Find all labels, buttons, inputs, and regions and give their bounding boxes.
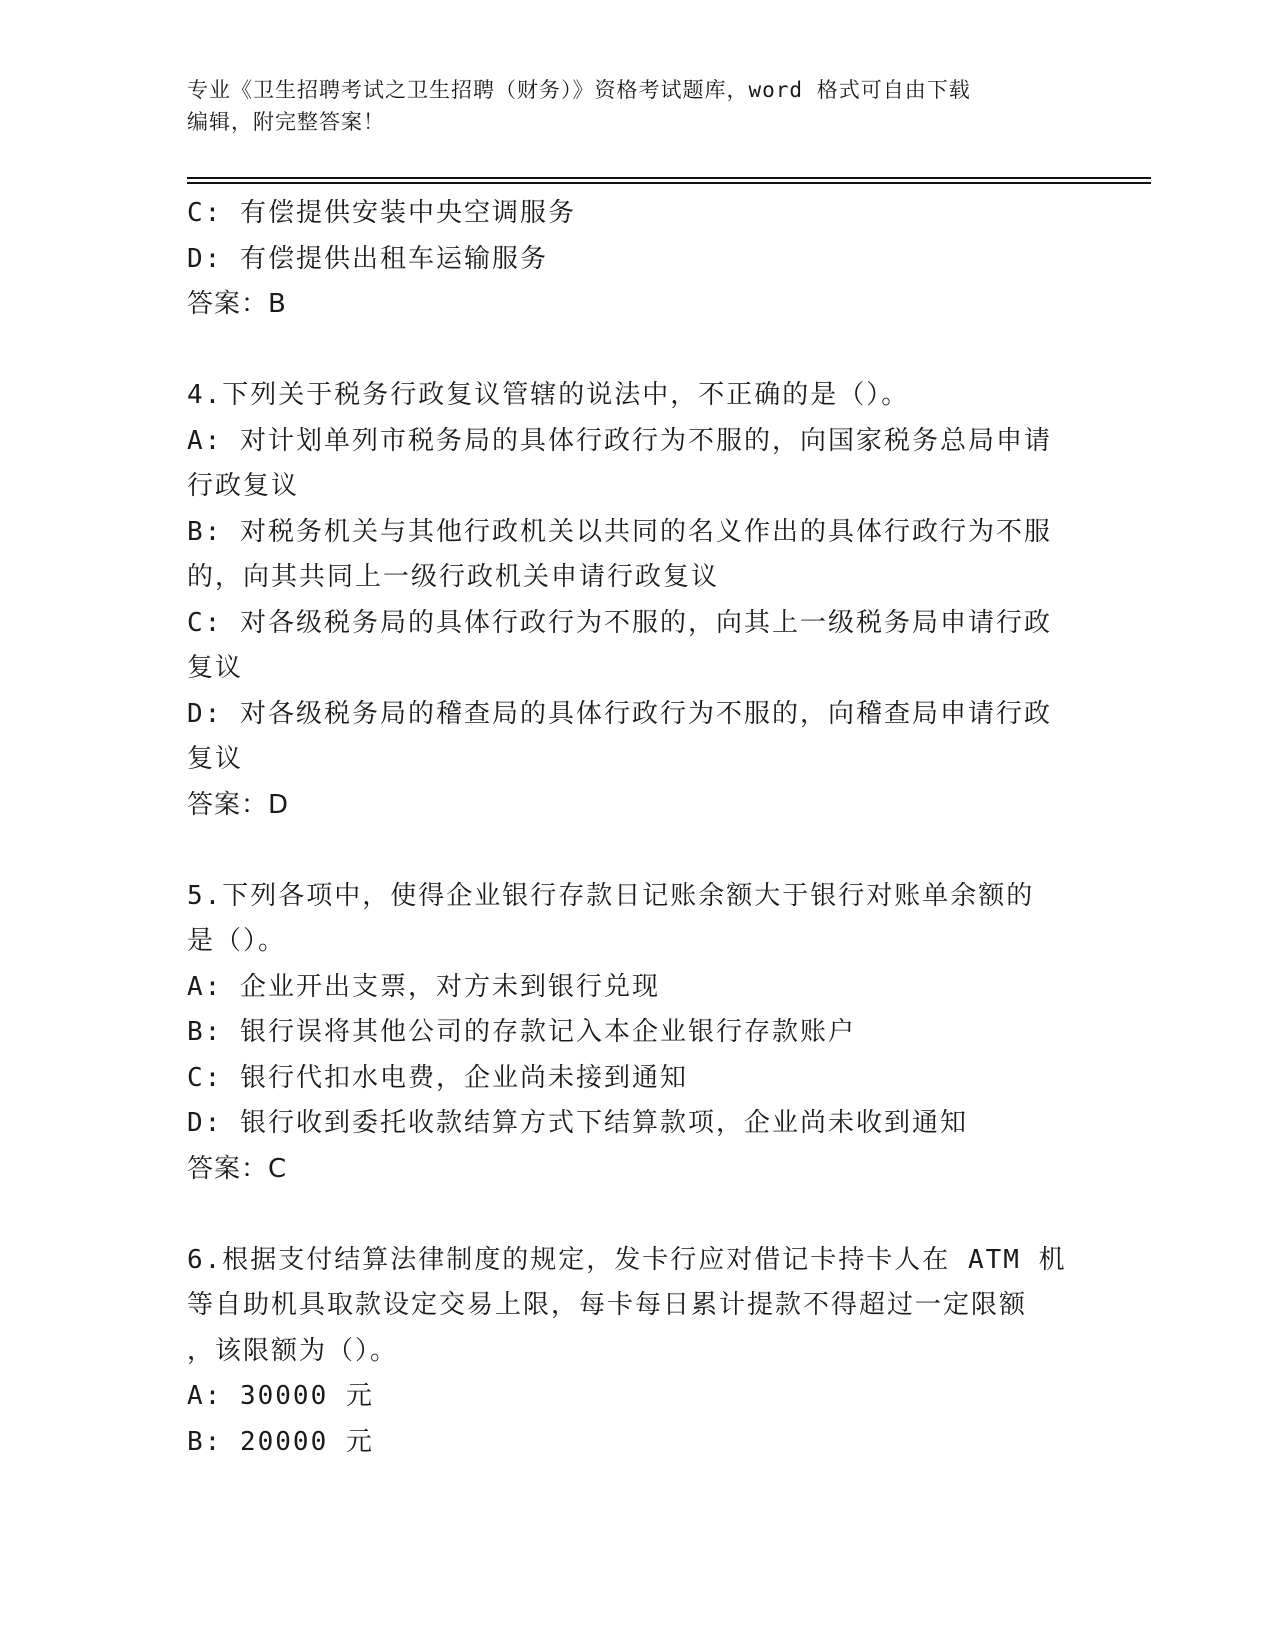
q6-stem-line-2: 等自助机具取款设定交易上限，每卡每日累计提款不得超过一定限额 — [187, 1290, 1028, 1320]
q4-option-b-line-2: 的，向其共同上一级行政机关申请行政复议 — [187, 562, 720, 592]
q4-option-c-line-2: 复议 — [187, 653, 244, 683]
question-4 — [187, 373, 1087, 828]
q3-answer: 答案：B — [187, 289, 287, 319]
question-list — [187, 191, 1087, 1465]
q6-option-b: B: 20000 元 — [187, 1426, 374, 1457]
q3-option-c: C: 有偿提供安装中央空调服务 — [187, 198, 576, 228]
question-6 — [187, 1238, 1087, 1466]
q5-option-a: A: 企业开出支票，对方未到银行兑现 — [187, 971, 660, 1002]
q4-option-b-line-1: B: 对税务机关与其他行政机关以共同的名义作出的具体行政行为不服 — [187, 516, 1052, 547]
question-5 — [187, 874, 1087, 1193]
q3-option-d: D: 有偿提供出租车运输服务 — [187, 243, 548, 274]
header-divider-top — [187, 177, 1151, 179]
q6-stem-line-3: ，该限额为（）。 — [187, 1335, 399, 1366]
q4-option-a-line-2: 行政复议 — [187, 471, 300, 501]
q5-option-c: C: 银行代扣水电费，企业尚未接到通知 — [187, 1062, 688, 1093]
q5-answer: 答案：C — [187, 1153, 288, 1184]
q5-option-d: D: 银行收到委托收款结算方式下结算款项，企业尚未收到通知 — [187, 1108, 968, 1138]
q5-option-b: B: 银行误将其他公司的存款记入本企业银行存款账户 — [187, 1017, 856, 1047]
spacer — [187, 828, 1087, 874]
q4-option-a-line-1: A: 对计划单列市税务局的具体行政行为不服的，向国家税务总局申请 — [187, 425, 1052, 456]
header-line-2: 编辑，附完整答案！ — [187, 110, 385, 134]
q6-stem-line-1: 6.根据支付结算法律制度的规定，发卡行应对借记卡持卡人在 ATM 机 — [187, 1244, 1067, 1275]
spacer — [187, 1192, 1087, 1238]
q4-option-d-line-1: D: 对各级税务局的稽查局的具体行政行为不服的，向稽查局申请行政 — [187, 698, 1052, 729]
question-3-tail — [187, 191, 1087, 328]
q5-stem-line-2: 是（）。 — [187, 926, 287, 956]
q5-stem-line-1: 5.下列各项中，使得企业银行存款日记账余额大于银行对账单余额的 — [187, 880, 1035, 911]
page-header — [187, 74, 1087, 138]
q4-answer: 答案：D — [187, 789, 290, 820]
spacer — [187, 328, 1087, 374]
q4-option-c-line-1: C: 对各级税务局的具体行政行为不服的，向其上一级税务局申请行政 — [187, 607, 1052, 638]
header-line-1: 专业《卫生招聘考试之卫生招聘（财务）》资格考试题库，word 格式可自由下载 — [187, 78, 971, 102]
header-divider-bottom — [187, 182, 1151, 184]
q4-option-d-line-2: 复议 — [187, 744, 244, 774]
q6-option-a: A: 30000 元 — [187, 1381, 374, 1411]
q4-stem: 4.下列关于税务行政复议管辖的说法中，不正确的是（）。 — [187, 380, 910, 410]
